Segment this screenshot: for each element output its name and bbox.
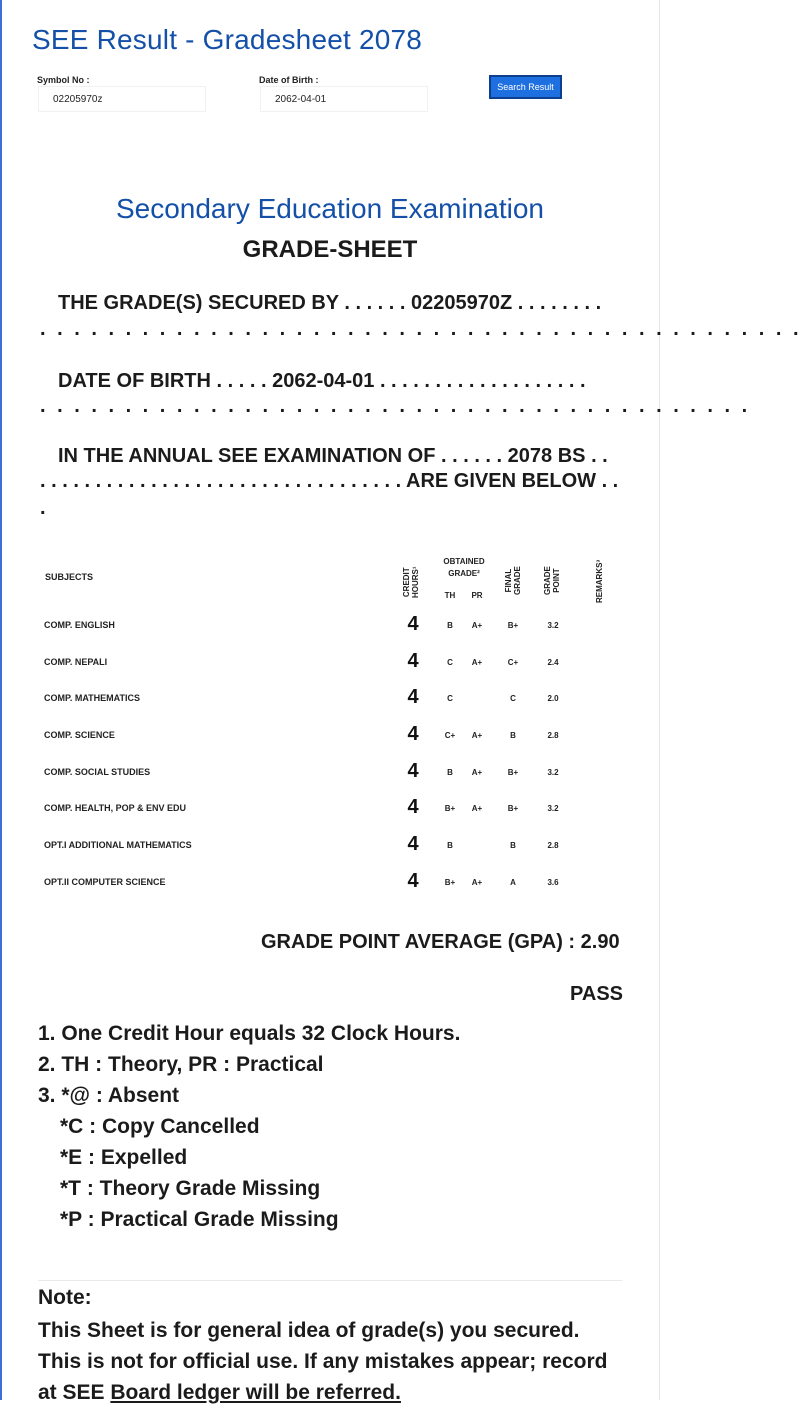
subject-name: COMP. SCIENCE (44, 730, 115, 740)
legend-item-expelled: *E : Expelled (60, 1146, 188, 1169)
result-status: PASS (570, 983, 623, 1005)
gpa-value: 2.90 (580, 931, 620, 953)
dob-label: Date of Birth : (259, 75, 319, 85)
dob-line: DATE OF BIRTH . . . . . 2062-04-01 . . . . . . . . . . . . . . . . . . . (58, 370, 586, 392)
exam-line: IN THE ANNUAL SEE EXAMINATION OF . . . . . . 2078 BS . . (58, 445, 608, 467)
obtained-grade-header (436, 557, 492, 578)
legend-item-copy-cancelled: *C : Copy Cancelled (60, 1115, 260, 1138)
legend-item-practical-missing: *P : Practical Grade Missing (60, 1208, 339, 1231)
obtained-header-line1: OBTAINED (443, 557, 485, 566)
th-grade: B (447, 621, 453, 630)
subject-name: COMP. MATHEMATICS (44, 693, 140, 703)
note-text-main: This Sheet is for general idea of grade(s) you secured. This is not for official use. If any mistakes appear; record at SEE (38, 1319, 608, 1404)
credit-header-line1: CREDIT (402, 567, 411, 598)
credit-hours: 4 (407, 650, 419, 672)
pr-grade: A+ (471, 878, 483, 887)
grade-point: 2.8 (547, 731, 559, 740)
subject-name: OPT.II COMPUTER SCIENCE (44, 877, 166, 887)
final-grade: C (510, 694, 516, 703)
point-header-line1: GRADE (543, 566, 552, 595)
obtained-header-line2: GRADE² (448, 569, 480, 578)
gpa-line (261, 931, 620, 954)
credit-header-line2: HOURS¹ (411, 566, 420, 598)
final-grade: B (510, 731, 516, 740)
th-grade: B (447, 841, 453, 850)
dob-statement-label: DATE OF BIRTH (58, 370, 211, 392)
grade-point: 3.2 (547, 621, 559, 630)
note-text (38, 1315, 628, 1408)
credit-hours: 4 (407, 723, 419, 745)
dob-statement-value: 2062-04-01 (272, 370, 375, 392)
secured-by-line: THE GRADE(S) SECURED BY . . . . . . 02205970Z . . . . . . . . (58, 292, 602, 314)
credit-hours: 4 (407, 760, 419, 782)
subject-name: COMP. ENGLISH (44, 620, 115, 630)
subject-name: COMP. NEPALI (44, 657, 108, 667)
dotted-leader: . . . . . . . . . . . . . . . . . . . . . . . . . . . . . . . . . . . . . . . . . . (40, 395, 751, 417)
given-below-text: ARE GIVEN BELOW (406, 470, 597, 492)
th-grade: B (447, 768, 453, 777)
note-text-last: Board ledger will be referred. (110, 1381, 401, 1404)
final-grade: B+ (507, 621, 519, 630)
grade-point-header (543, 566, 561, 595)
remarks-header (595, 560, 604, 603)
secured-by-label: THE GRADE(S) SECURED BY (58, 292, 339, 314)
remarks-header-text: REMARKS³ (595, 559, 604, 603)
final-grade: C+ (507, 658, 519, 667)
exam-label: IN THE ANNUAL SEE EXAMINATION OF (58, 445, 436, 467)
point-header-line2: POINT (552, 568, 561, 593)
pr-grade: A+ (471, 804, 483, 813)
dotted-leader: . (40, 497, 49, 519)
credit-hours: 4 (407, 613, 419, 635)
pr-grade: A+ (471, 731, 483, 740)
credit-hours: 4 (407, 796, 419, 818)
legend-item-1: 1. One Credit Hour equals 32 Clock Hours. (38, 1022, 461, 1045)
final-grade: B+ (507, 804, 519, 813)
pr-header: PR (471, 591, 483, 600)
grade-point: 3.2 (547, 768, 559, 777)
final-header-line2: GRADE (513, 566, 522, 595)
exam-year: 2078 BS (507, 445, 586, 467)
subject-name: OPT.I ADDITIONAL MATHEMATICS (44, 840, 192, 850)
grade-point: 3.6 (547, 878, 559, 887)
search-result-button[interactable]: Search Result (489, 75, 562, 99)
grade-point: 3.2 (547, 804, 559, 813)
final-grade: B+ (507, 768, 519, 777)
divider (38, 1280, 622, 1281)
pr-grade: A+ (471, 768, 483, 777)
th-grade: B+ (444, 804, 456, 813)
legend-item-theory-missing: *T : Theory Grade Missing (60, 1177, 321, 1200)
symbol-no-label: Symbol No : (37, 75, 90, 85)
th-grade: B+ (444, 878, 456, 887)
grade-point: 2.4 (547, 658, 559, 667)
final-grade-header (504, 566, 522, 595)
subject-name: COMP. HEALTH, POP & ENV EDU (44, 803, 187, 813)
symbol-no-input[interactable]: 02205970z (38, 86, 206, 112)
grade-point: 2.8 (547, 841, 559, 850)
credit-hours: 4 (407, 870, 419, 892)
legend-item-3: 3. *@ : Absent (38, 1084, 180, 1107)
note-label: Note: (38, 1286, 92, 1309)
credit-hours: 4 (407, 686, 419, 708)
pr-grade: A+ (471, 621, 483, 630)
th-grade: C (447, 694, 453, 703)
th-grade: C (447, 658, 453, 667)
grade-sheet-title: GRADE-SHEET (242, 236, 418, 263)
th-grade: C+ (444, 731, 456, 740)
exam-title: Secondary Education Examination (115, 193, 545, 224)
pr-grade: A+ (471, 658, 483, 667)
gpa-label: GRADE POINT AVERAGE (GPA) : (261, 931, 576, 953)
credit-hours-header (402, 566, 420, 598)
final-grade: B (510, 841, 516, 850)
legend-item-2: 2. TH : Theory, PR : Practical (38, 1053, 324, 1076)
grade-point: 2.0 (547, 694, 559, 703)
symbol-no-value: 02205970Z (411, 292, 513, 314)
credit-hours: 4 (407, 833, 419, 855)
page-title: SEE Result - Gradesheet 2078 (32, 24, 423, 55)
dob-input[interactable]: 2062-04-01 (260, 86, 428, 112)
subjects-header: SUBJECTS (45, 572, 94, 582)
final-grade: A (510, 878, 516, 887)
final-header-line1: FINAL (504, 568, 513, 593)
subject-name: COMP. SOCIAL STUDIES (44, 767, 151, 777)
dotted-leader: . . . . . . . . . . . . . . . . . . . . . . . . . . . . . . . . . . . . . . . . . . . . . (40, 318, 802, 340)
th-header: TH (444, 591, 456, 600)
given-below-line: . . . . . . . . . . . . . . . . . . . . . . . . . . . . . . . . . ARE GIVEN BELOW . . (40, 470, 619, 492)
